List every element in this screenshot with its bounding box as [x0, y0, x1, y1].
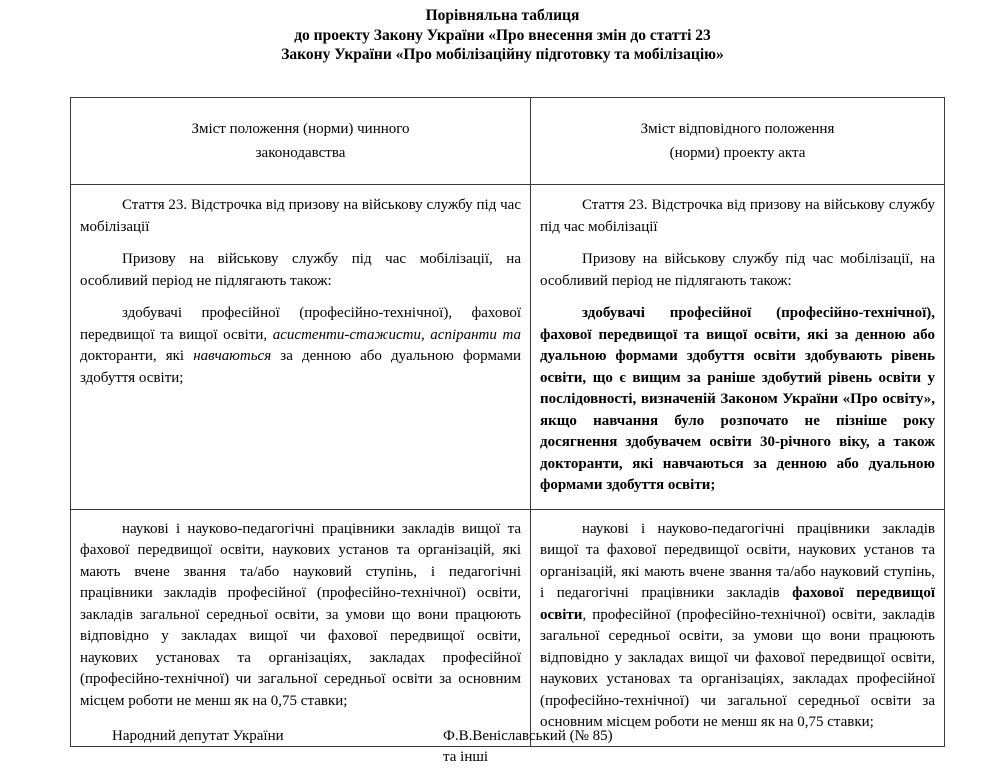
cell-draft-act-article-23-body [531, 185, 944, 509]
signature-name: Ф.В.Веніславський (№ 85) [443, 728, 613, 744]
students-left-italic-1: асистенти-стажисти, аспіранти та [272, 326, 521, 343]
signature-row [0, 726, 1005, 765]
cell-current-law-academic-staff-body [71, 510, 530, 725]
paragraph-students-right: здобувачі професійної (професійно-технічної), фахової передвищої та вищої освіти, які за денною або дуальною формами здобуття освіти здобувають рівень освіти, що є вищим за раніше здобутий рівень освіти у послідовності, визначеній Законом України «Про освіту», якщо навчання було розпочато не пізніше року досягнення здобувачем освіти 30-річного віку, а також докторанти, які навчаються за денною або дуальною формами здобуття освіти; [540, 305, 935, 493]
cell-current-law-article-23 [71, 185, 531, 510]
cell-draft-act-academic-staff-body [531, 510, 944, 746]
paragraph-students-left [80, 303, 521, 389]
column-header-draft-act-line-1: Зміст відповідного положення [640, 121, 835, 137]
paragraph-conscription-left: Призову на військову службу під час мобілізації, на особливий період не підлягають також: [80, 251, 521, 289]
column-header-current-law-line-1: Зміст положення (норми) чинного [191, 121, 410, 137]
column-header-current-law [71, 98, 531, 185]
academic-right-part-a: наукові і науково-педагогічні працівники закладів вищої та фахової передвищої освіти, наукових установ та організацій, які мають вчене звання та/або науковий ступінь, і педагогічні працівники закладів [540, 520, 935, 601]
title-line-3: Закону України «Про мобілізаційну підготовку та мобілізацію» [281, 46, 724, 63]
paragraph-article-heading-right: Стаття 23. Відстрочка від призову на військову службу під час мобілізації [540, 197, 935, 235]
comparison-table [70, 97, 945, 747]
paragraph-article-heading-left: Стаття 23. Відстрочка від призову на військову службу під час мобілізації [80, 197, 521, 235]
cell-draft-act-academic-staff [531, 509, 945, 746]
signature-role: Народний депутат України [112, 728, 284, 744]
students-left-italic-2: навчаються [193, 348, 272, 364]
table-row [71, 185, 945, 510]
column-header-draft-act-line-2: (норми) проекту акта [669, 145, 806, 161]
paragraph-academic-staff-right [540, 519, 935, 734]
academic-right-bold: фахової передвищої освіти [540, 585, 935, 623]
students-left-part-b: докторанти, які [80, 348, 194, 364]
paragraph-academic-staff-left: наукові і науково-педагогічні працівники закладів вищої та фахової передвищої освіти, наукових установ та організацій, які мають вчене звання та/або науковий ступінь, і педагогічні працівники закладів професійної (професійно-технічної) освіти, закладів загальної середньої освіти, за умови що вони працюють відповідно у закладах вищої чи фахової передвищої освіти, наукових установах та організаціях, закладах професійної (професійно-технічної) чи загальної середньої освіти за основним місцем роботи не менш як на 0,75 ставки; [80, 520, 521, 709]
signature-block [0, 726, 1005, 765]
title-line-1: Порівняльна таблиця [425, 7, 580, 24]
cell-current-law-academic-staff [71, 509, 531, 746]
column-header-draft-act [531, 98, 945, 185]
students-left-part-c: за денною або дуальною формами здобуття освіти; [80, 348, 522, 386]
document-title [0, 0, 1005, 65]
academic-right-part-b: , професійної (професійно-технічної) освіти, закладів загальної середньої освіти, за умови що вони працюють відповідно у закладах вищої чи фахової передвищої освіти, наукових установах та організаціях, закладах професійної (професійно-технічної) чи загальної середньої освіти за основним місцем роботи не менш як на 0,75 ставки; [540, 606, 935, 730]
title-line-2: до проекту Закону України «Про внесення змін до статті 23 [294, 26, 711, 44]
signature-others: та інші [443, 749, 489, 765]
cell-current-law-article-23-body [71, 185, 530, 401]
table-row [71, 509, 945, 746]
paragraph-conscription-right: Призову на військову службу під час мобілізації, на особливий період не підлягають також: [540, 251, 935, 289]
table-header-row [71, 98, 945, 185]
column-header-current-law-line-2: законодавства [255, 145, 346, 161]
students-left-part-a: здобувачі професійної (професійно-технічної), фахової передвищої та вищої освіти, [80, 305, 521, 343]
cell-draft-act-article-23 [531, 185, 945, 510]
